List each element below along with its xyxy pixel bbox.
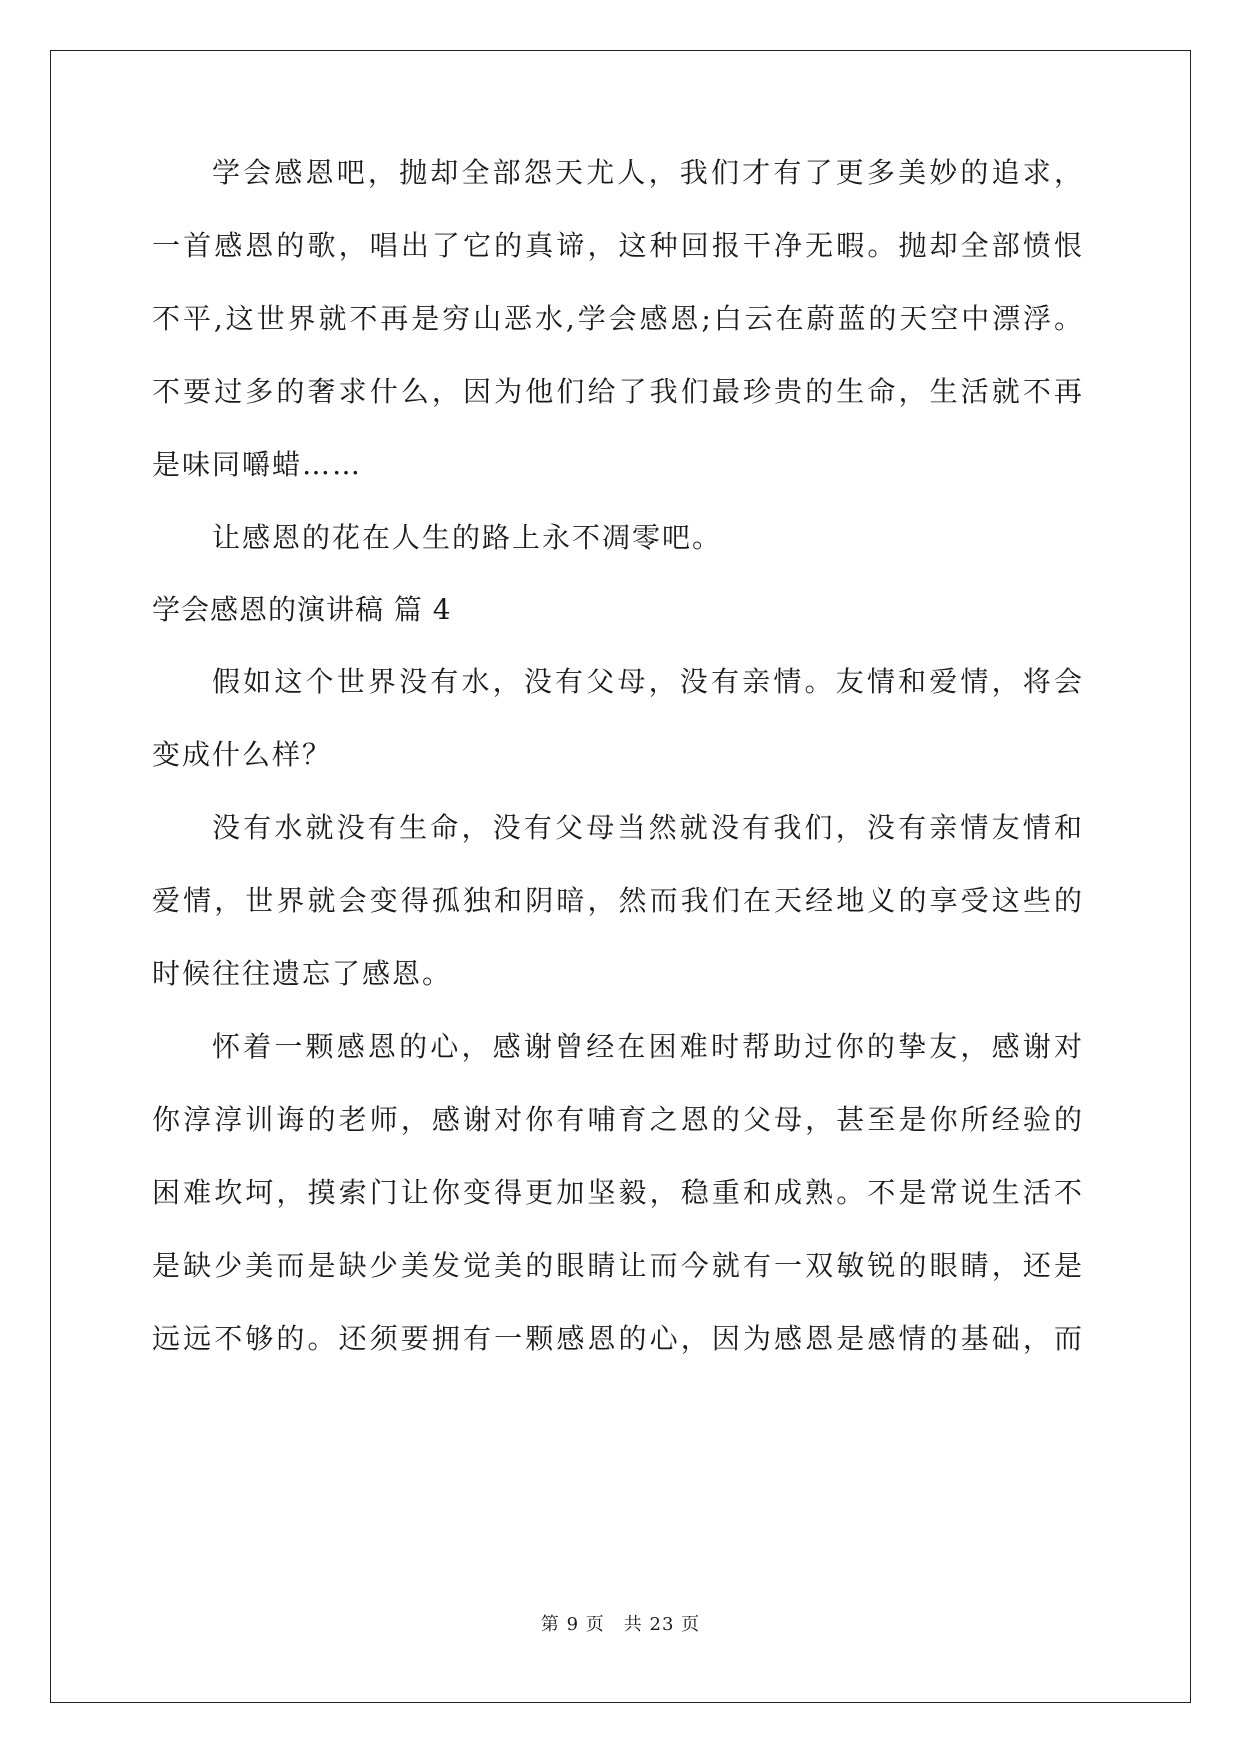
- paragraph-line: 变成什么样？: [152, 738, 333, 771]
- paragraph-line: 没有水就没有生命，没有父母当然就没有我们，没有亲情友情和: [212, 811, 1082, 844]
- paragraph-line: 是缺少美而是缺少美发觉美的眼睛让而今就有一双敏锐的眼睛，还是: [152, 1249, 1082, 1282]
- paragraph-line: 让感恩的花在人生的路上永不凋零吧。: [212, 521, 723, 554]
- page-frame: [50, 50, 1191, 1703]
- section-heading: 学会感恩的演讲稿 篇 4: [152, 593, 452, 626]
- paragraph-line: 不平,这世界就不再是穷山恶水,学会感恩;白云在蔚蓝的天空中漂浮。: [152, 302, 1082, 335]
- paragraph-line: 学会感恩吧，抛却全部怨天尤人，我们才有了更多美妙的追求，: [212, 156, 1082, 189]
- paragraph-line: 不要过多的奢求什么，因为他们给了我们最珍贵的生命，生活就不再: [152, 375, 1082, 408]
- paragraph-line: 时候往往遗忘了感恩。: [152, 957, 453, 990]
- paragraph-line: 你淳淳训诲的老师，感谢对你有哺育之恩的父母，甚至是你所经验的: [152, 1103, 1082, 1136]
- paragraph-line: 怀着一颗感恩的心，感谢曾经在困难时帮助过你的挚友，感谢对: [212, 1030, 1082, 1063]
- paragraph-line: 远远不够的。还须要拥有一颗感恩的心，因为感恩是感情的基础，而: [152, 1322, 1082, 1355]
- paragraph-line: 是味同嚼蜡……: [152, 448, 363, 481]
- paragraph-line: 假如这个世界没有水，没有父母，没有亲情。友情和爱情，将会: [212, 665, 1082, 698]
- paragraph-line: 困难坎坷，摸索门让你变得更加坚毅，稳重和成熟。不是常说生活不: [152, 1176, 1082, 1209]
- page-footer: 第 9 页 共 23 页: [540, 1614, 701, 1635]
- paragraph-line: 一首感恩的歌，唱出了它的真谛，这种回报干净无暇。抛却全部愤恨: [152, 229, 1082, 262]
- paragraph-line: 爱情，世界就会变得孤独和阴暗，然而我们在天经地义的享受这些的: [152, 884, 1082, 917]
